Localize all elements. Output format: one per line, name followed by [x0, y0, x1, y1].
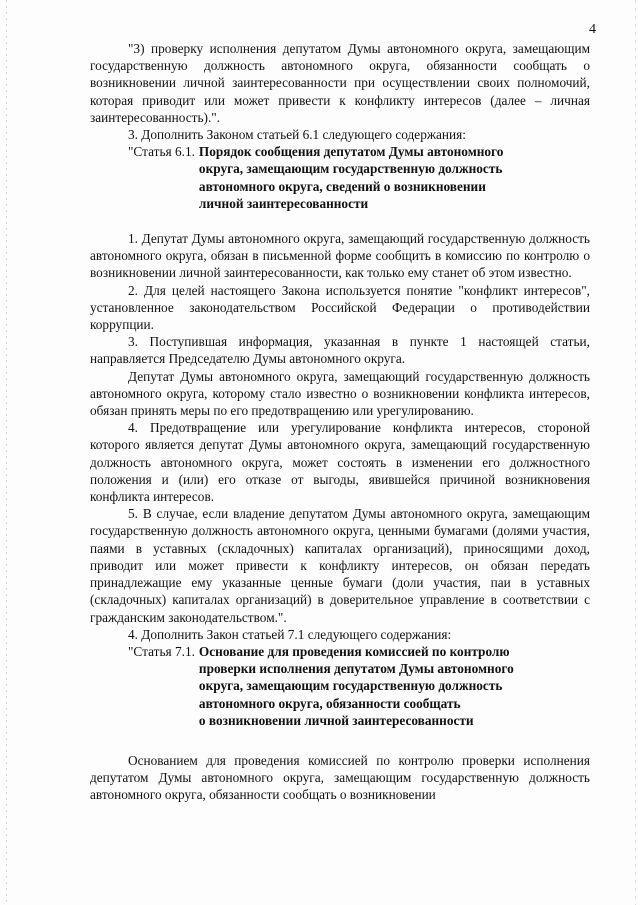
article-6-1-item-1: 1. Депутат Думы автономного округа, замещающий государственную должность автономного округа, обязан в письменной форме сообщить в комиссию по контролю о возникновении личной заинтересованности, как только ему станет об этом известно. [90, 231, 590, 281]
scan-edge-right [635, 0, 636, 905]
article-6-1-item-4: 4. Предотвращение или урегулирование конфликта интересов, стороной которого является депутат Думы автономного округа, замещающий государственную должность автономного округа, может состоять в изменении его должностного положения и (или) его отказе от выгоды, явившейся причиной возникновения конфликта интересов. [90, 420, 590, 505]
article-6-1-heading [90, 143, 590, 212]
document-body [90, 40, 590, 804]
article-6-1-title [199, 143, 590, 212]
article-6-1-title-line: автономного округа, сведений о возникновении [198, 178, 486, 194]
article-6-1-item-3: 3. Поступившая информация, указанная в пункте 1 настоящей статьи, направляется Председателю Думы автономного округа. [90, 334, 590, 367]
article-7-1-title-line: округа, замещающим государственную должность [198, 678, 503, 694]
paragraph-amendment-3: 3. Дополнить Законом статьей 6.1 следующего содержания: [128, 127, 466, 143]
article-7-1-number: "Статья 7.1. [128, 643, 195, 659]
article-6-1-item-2: 2. Для целей настоящего Закона используется понятие "конфликт интересов", установленное законодательством Российской Федерации о противодействии коррупции. [90, 282, 590, 333]
scan-edge-left [6, 0, 7, 905]
article-6-1-title-line: личной заинтересованности [198, 195, 369, 211]
article-6-1-title-line: округа, замещающим государственную должность [198, 161, 503, 177]
article-7-1-title-line: Основание для проведения комиссией по контролю [198, 643, 510, 659]
article-7-1-title-line: о возникновении личной заинтересованности [198, 712, 474, 728]
article-7-1-body: Основанием для проведения комиссией по контролю проверки исполнения депутатом Думы автономного округа, замещающим государственную должность автономного округа, обязанности сообщать о возникновении [90, 752, 590, 803]
article-7-1-heading [90, 643, 590, 729]
paragraph-amendment-4: 4. Дополнить Закон статьей 7.1 следующего содержания: [128, 626, 452, 642]
spacer [90, 212, 590, 230]
article-7-1-title-line: проверки исполнения депутатом Думы автономного [198, 661, 514, 677]
spacer [90, 729, 590, 752]
article-6-1-item-3-cont: Депутат Думы автономного округа, замещающий государственную должность автономного округа, которому стало известно о возникновении конфликта интересов, обязан принять меры по его предотвращению или урегулированию. [90, 368, 590, 419]
page-number: 4 [589, 22, 596, 37]
article-7-1-title-line: автономного округа, обязанности сообщать [198, 695, 461, 711]
article-6-1-title-line: Порядок сообщения депутатом Думы автономного [198, 144, 504, 160]
paragraph-clause-3: "3) проверку исполнения депутатом Думы автономного округа, замещающим государственную должность автономного округа, обязанности сообщать о возникновении личной заинтересованности при осуществлении своих полномочий, которая приводит или может привести к конфликту интересов (далее – личная заинтересованность).". [90, 41, 590, 125]
article-7-1-title [199, 643, 590, 729]
article-6-1-number: "Статья 6.1. [128, 144, 195, 160]
article-6-1-item-5: 5. В случае, если владение депутатом Думы автономного округа, замещающим государственную должность автономного округа, ценными бумагами (долями участия, паями в уставных (складочных) капиталах организаций), приносящими доход, приводит или может привести к конфликту интересов, он обязан передать принадлежащие ему указанные ценные бумаги (доли участия, паи в уставных (складочных) капиталах организаций) в доверительное управление в соответствии с гражданским законодательством.". [90, 506, 590, 625]
